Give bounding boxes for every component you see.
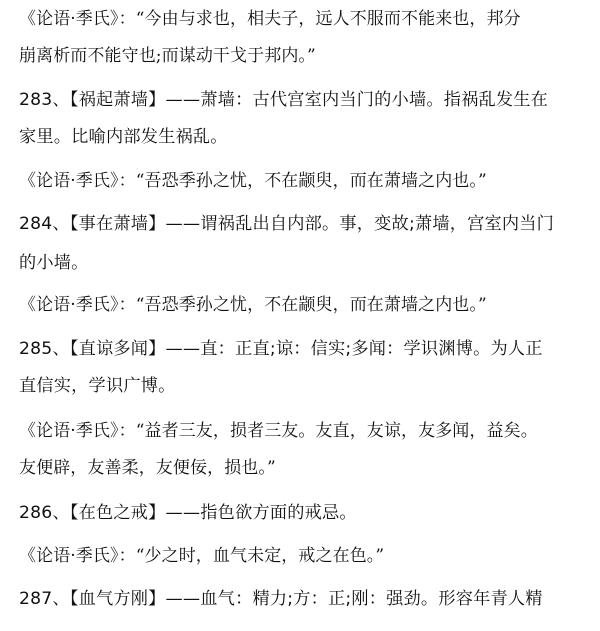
text-line-entry-283: 283、【祸起萧墙】——萧墙：古代宫室内当门的小墙。指祸乱发生在 xyxy=(19,90,549,110)
text-line-quote: 《论语·季氏》：“少之时，血气未定，戒之在色。” xyxy=(19,546,385,566)
text-line-quote: 崩离析而不能守也;而谋动干戈于邦内。” xyxy=(19,46,316,66)
text-line-entry-284: 284、【事在萧墙】——谓祸乱出自内部。事，变故;萧墙，宫室内当门 xyxy=(19,214,555,234)
text-line-entry-285: 285、【直谅多闻】——直：正直;谅：信实;多闻：学识渊博。为人正 xyxy=(19,339,543,359)
text-line-quote: 《论语·季氏》：“吾恐季孙之忧，不在颛臾，而在萧墙之内也。” xyxy=(19,171,487,191)
text-line-entry-283: 家里。比喻内部发生祸乱。 xyxy=(19,127,228,147)
text-line-entry-287: 287、【血气方刚】——血气：精力;方：正;刚：强劲。形容年青人精 xyxy=(19,589,543,609)
text-line-quote: 友便辟，友善柔，友便佞，损也。” xyxy=(19,458,276,478)
text-line-quote: 《论语·季氏》：“益者三友，损者三友。友直，友谅，友多闻，益矣。 xyxy=(19,421,538,441)
text-line-entry-285: 直信实，学识广博。 xyxy=(19,376,176,396)
text-line-entry-286: 286、【在色之戒】——指色欲方面的戒忌。 xyxy=(19,503,357,523)
text-line-quote: 《论语·季氏》：“吾恐季孙之忧，不在颛臾，而在萧墙之内也。” xyxy=(19,295,487,315)
text-line-entry-284: 的小墙。 xyxy=(19,253,89,273)
text-line-quote: 《论语·季氏》：“今由与求也，相夫子，远人不服而不能来也，邦分 xyxy=(19,9,521,29)
